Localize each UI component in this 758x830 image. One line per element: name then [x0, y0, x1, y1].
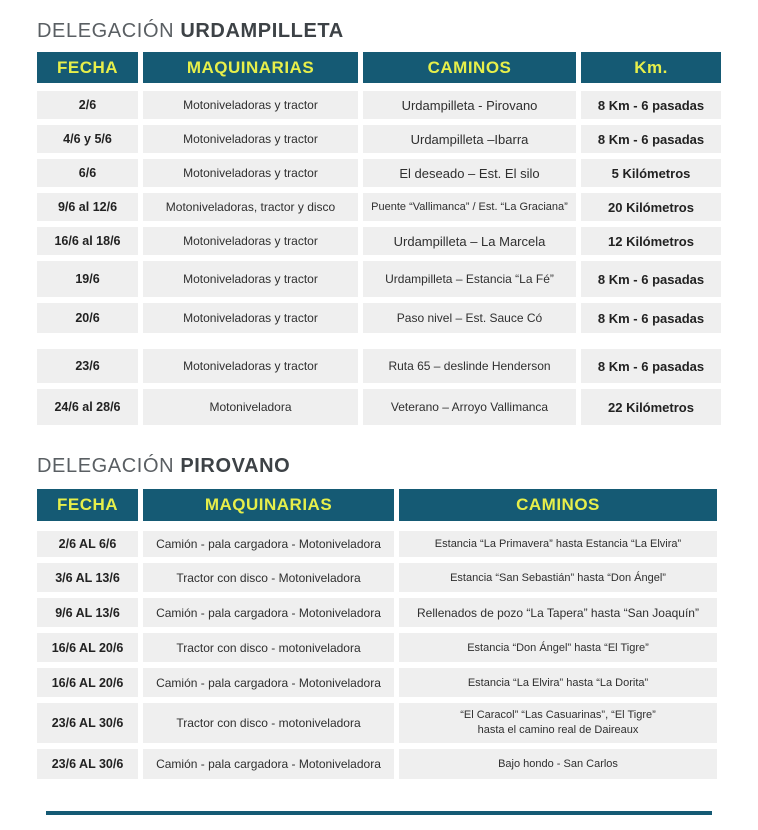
- fecha-cell: 19/6: [37, 261, 138, 297]
- camino-cell: Urdampilleta –Ibarra: [363, 125, 576, 153]
- camino-cell: Estancia “San Sebastián” hasta “Don Ángel”: [399, 563, 717, 592]
- pirovano-table: [37, 489, 717, 785]
- camino-cell: Urdampilleta – Estancia “La Fé”: [363, 261, 576, 297]
- camino-cell: Paso nivel – Est. Sauce Có: [363, 303, 576, 333]
- fecha-cell: 9/6 al 12/6: [37, 193, 138, 221]
- maquinaria-cell: Tractor con disco - Motoniveladora: [143, 563, 394, 592]
- pirovano-title-prefix: DELEGACIÓN: [37, 455, 175, 477]
- maquinaria-cell: Motoniveladoras y tractor: [143, 159, 358, 187]
- camino-cell: Estancia “La Primavera” hasta Estancia “La Elvira”: [399, 531, 717, 557]
- fecha-cell: 9/6 AL 13/6: [37, 598, 138, 627]
- maquinaria-cell: Tractor con disco - motoniveladora: [143, 633, 394, 662]
- fecha-cell: 24/6 al 28/6: [37, 389, 138, 425]
- camino-cell: Estancia “Don Ángel” hasta “El Tigre”: [399, 633, 717, 662]
- table-row: [37, 703, 717, 743]
- urdampilleta-table: [37, 52, 721, 431]
- table-header: [37, 52, 721, 83]
- km-cell: 8 Km - 6 pasadas: [581, 303, 721, 333]
- fecha-cell: 16/6 AL 20/6: [37, 668, 138, 697]
- fecha-cell: 23/6: [37, 349, 138, 383]
- fecha-cell: 2/6 AL 6/6: [37, 531, 138, 557]
- camino-line-1: “El Caracol” “Las Casuarinas”, “El Tigre”: [460, 709, 656, 721]
- pirovano-title: [37, 455, 290, 478]
- km-cell: 8 Km - 6 pasadas: [581, 349, 721, 383]
- header-caminos: CAMINOS: [399, 489, 717, 521]
- fecha-cell: 4/6 y 5/6: [37, 125, 138, 153]
- table-row: [37, 749, 717, 779]
- camino-cell: Urdampilleta - Pirovano: [363, 91, 576, 119]
- km-cell: 8 Km - 6 pasadas: [581, 91, 721, 119]
- urdampilleta-title-prefix: DELEGACIÓN: [37, 20, 175, 42]
- maquinaria-cell: Motoniveladoras y tractor: [143, 125, 358, 153]
- table-row: [37, 159, 721, 187]
- maquinaria-cell: Motoniveladoras y tractor: [143, 91, 358, 119]
- fecha-cell: 16/6 AL 20/6: [37, 633, 138, 662]
- table-row: [37, 125, 721, 153]
- maquinaria-cell: Motoniveladoras, tractor y disco: [143, 193, 358, 221]
- camino-cell: [399, 703, 717, 743]
- header-fecha: FECHA: [37, 52, 138, 83]
- header-maquinarias: MAQUINARIAS: [143, 489, 394, 521]
- table-row: [37, 633, 717, 662]
- fecha-cell: 23/6 AL 30/6: [37, 749, 138, 779]
- maquinaria-cell: Camión - pala cargadora - Motoniveladora: [143, 598, 394, 627]
- km-cell: 20 Kilómetros: [581, 193, 721, 221]
- table-row: [37, 563, 717, 592]
- fecha-cell: 16/6 al 18/6: [37, 227, 138, 255]
- maquinaria-cell: Motoniveladora: [143, 389, 358, 425]
- table-row: [37, 303, 721, 333]
- maquinaria-cell: Motoniveladoras y tractor: [143, 227, 358, 255]
- maquinaria-cell: Camión - pala cargadora - Motoniveladora: [143, 531, 394, 557]
- header-maquinarias: MAQUINARIAS: [143, 52, 358, 83]
- table-row: [37, 531, 717, 557]
- header-km: Km.: [581, 52, 721, 83]
- camino-line-2: hasta el camino real de Daireaux: [477, 724, 639, 736]
- km-cell: 12 Kilómetros: [581, 227, 721, 255]
- maquinaria-cell: Motoniveladoras y tractor: [143, 349, 358, 383]
- camino-cell: Veterano – Arroyo Vallimanca: [363, 389, 576, 425]
- table-row: [37, 598, 717, 627]
- maquinaria-cell: Motoniveladoras y tractor: [143, 303, 358, 333]
- table-row: [37, 349, 721, 383]
- km-cell: 22 Kilómetros: [581, 389, 721, 425]
- camino-cell: Ruta 65 – deslinde Henderson: [363, 349, 576, 383]
- camino-cell: Bajo hondo - San Carlos: [399, 749, 717, 779]
- fecha-cell: 20/6: [37, 303, 138, 333]
- table-header: [37, 489, 717, 521]
- fecha-cell: 2/6: [37, 91, 138, 119]
- km-cell: 8 Km - 6 pasadas: [581, 125, 721, 153]
- table-row: [37, 261, 721, 297]
- km-cell: 5 Kilómetros: [581, 159, 721, 187]
- maquinaria-cell: Camión - pala cargadora - Motoniveladora: [143, 668, 394, 697]
- table-row: [37, 668, 717, 697]
- header-fecha: FECHA: [37, 489, 138, 521]
- camino-cell: Rellenados de pozo “La Tapera” hasta “San Joaquín”: [399, 598, 717, 627]
- km-cell: 8 Km - 6 pasadas: [581, 261, 721, 297]
- pirovano-title-name: PIROVANO: [180, 455, 291, 477]
- header-caminos: CAMINOS: [363, 52, 576, 83]
- table-row: [37, 227, 721, 255]
- urdampilleta-title-name: URDAMPILLETA: [180, 20, 344, 42]
- table-row: [37, 91, 721, 119]
- bottom-divider: [46, 811, 712, 815]
- camino-cell: Urdampilleta – La Marcela: [363, 227, 576, 255]
- camino-cell: El deseado – Est. El silo: [363, 159, 576, 187]
- fecha-cell: 23/6 AL 30/6: [37, 703, 138, 743]
- camino-cell: Estancia “La Elvira” hasta “La Dorita”: [399, 668, 717, 697]
- table-row: [37, 389, 721, 425]
- maquinaria-cell: Motoniveladoras y tractor: [143, 261, 358, 297]
- urdampilleta-title: [37, 20, 344, 43]
- fecha-cell: 6/6: [37, 159, 138, 187]
- maquinaria-cell: Tractor con disco - motoniveladora: [143, 703, 394, 743]
- camino-cell: Puente “Vallimanca” / Est. “La Graciana”: [363, 193, 576, 221]
- table-row: [37, 193, 721, 221]
- fecha-cell: 3/6 AL 13/6: [37, 563, 138, 592]
- maquinaria-cell: Camión - pala cargadora - Motoniveladora: [143, 749, 394, 779]
